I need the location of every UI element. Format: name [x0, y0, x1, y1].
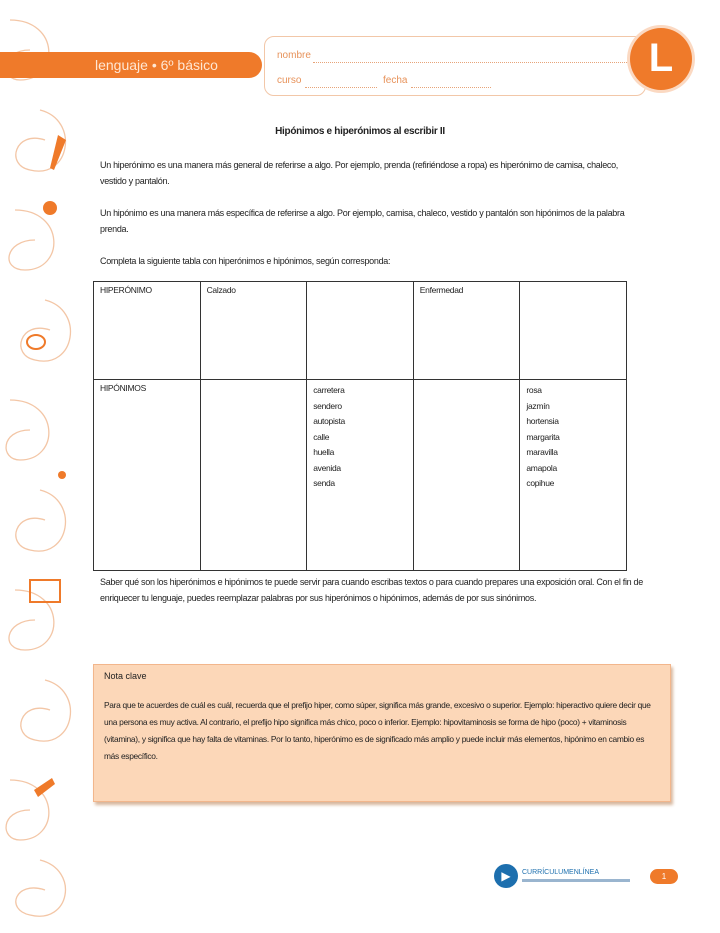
word-item: maravilla	[526, 447, 558, 457]
note-title: Nota clave	[104, 671, 147, 681]
word-item: copihue	[526, 478, 555, 488]
table-cell-word-list	[520, 380, 627, 571]
table-row-hyperonyms	[94, 282, 627, 380]
table-cell-label: HIPERÓNIMO	[94, 282, 201, 380]
word-item: calle	[313, 431, 330, 442]
decorative-swirl-border	[0, 0, 86, 933]
table-cell: Enfermedad	[413, 282, 520, 380]
intro-paragraph-1: Un hiperónimo es una manera más general de referirse a algo. Por ejemplo, prenda (refiriéndose a ropa) es hiperónimo de camisa, chaleco, vestido y pantalón.	[100, 160, 619, 186]
course-field[interactable]	[305, 86, 377, 88]
table-cell-empty[interactable]	[200, 380, 307, 571]
hyperonym-table	[93, 281, 627, 571]
word-item: amapola	[526, 462, 557, 473]
table-cell-word-list	[307, 380, 414, 571]
table-row-hyponyms	[94, 380, 627, 571]
word-item: autopista	[313, 416, 345, 426]
subject-label: lenguaje • 6º básico	[95, 57, 218, 73]
course-label: curso	[277, 75, 302, 86]
table-cell-empty[interactable]	[307, 282, 414, 380]
word-item: jazmín	[526, 400, 550, 411]
page-number: 1	[650, 869, 678, 884]
note-text: Para que te acuerdes de cuál es cuál, recuerda que el prefijo hiper, como súper, significa más grande, excesivo o superior. Ejemplo: hiperactivo quiere decir que una persona es muy activa. Al contrario, el prefijo hipo significa más chico, poco o inferior. Ejemplo: hipovitaminosis se forma de hipo (poco) + vitaminosis (vitamina), y significa que hay falta de vitaminas. Por lo tanto, hiperónimo es de significado más amplio y puede incluir más elementos, hipónimo en cambio es más específico.	[104, 700, 651, 761]
table-cell-label: HIPÓNIMOS	[94, 380, 201, 571]
intro-paragraph-2: Un hipónimo es una manera más específica de referirse a algo. Por ejemplo, camisa, chaleco, vestido y pantalón son hipónimos de la palabra prenda.	[100, 208, 625, 234]
word-item: carretera	[313, 385, 345, 395]
logo-text: CURRÍCULUMENLÍNEA	[522, 869, 600, 876]
name-field[interactable]	[313, 61, 631, 63]
word-item: rosa	[526, 385, 542, 395]
table-cell-empty[interactable]	[413, 380, 520, 571]
play-arrow-icon: ▶	[494, 864, 518, 888]
word-item: senda	[313, 478, 335, 488]
table-cell-empty[interactable]	[520, 282, 627, 380]
student-info-box	[264, 36, 646, 96]
key-note-box	[93, 664, 671, 802]
instruction-text: Completa la siguiente tabla con hiperónimos e hipónimos, según corresponda:	[100, 256, 391, 266]
logo-tagline-bar	[522, 879, 630, 882]
date-field[interactable]	[411, 86, 491, 88]
word-item: margarita	[526, 431, 560, 442]
word-item: huella	[313, 447, 335, 457]
word-item: hortensia	[526, 416, 559, 426]
name-label: nombre	[277, 50, 311, 61]
after-table-paragraph: Saber qué son los hiperónimos e hipónimos te puede servir para cuando escribas textos o para cuando prepares una exposición oral. Con el fin de enriquecer tu lenguaje, puedes reemplazar palabras por sus hiperónimos o hipónimos, además de por sus sinónimos.	[100, 577, 643, 603]
subject-badge: L	[630, 28, 692, 90]
word-item: sendero	[313, 400, 342, 411]
page-title: Hipónimos e hiperónimos al escribir II	[275, 126, 445, 137]
date-label: fecha	[383, 75, 408, 86]
table-cell: Calzado	[200, 282, 307, 380]
word-item: avenida	[313, 462, 341, 473]
